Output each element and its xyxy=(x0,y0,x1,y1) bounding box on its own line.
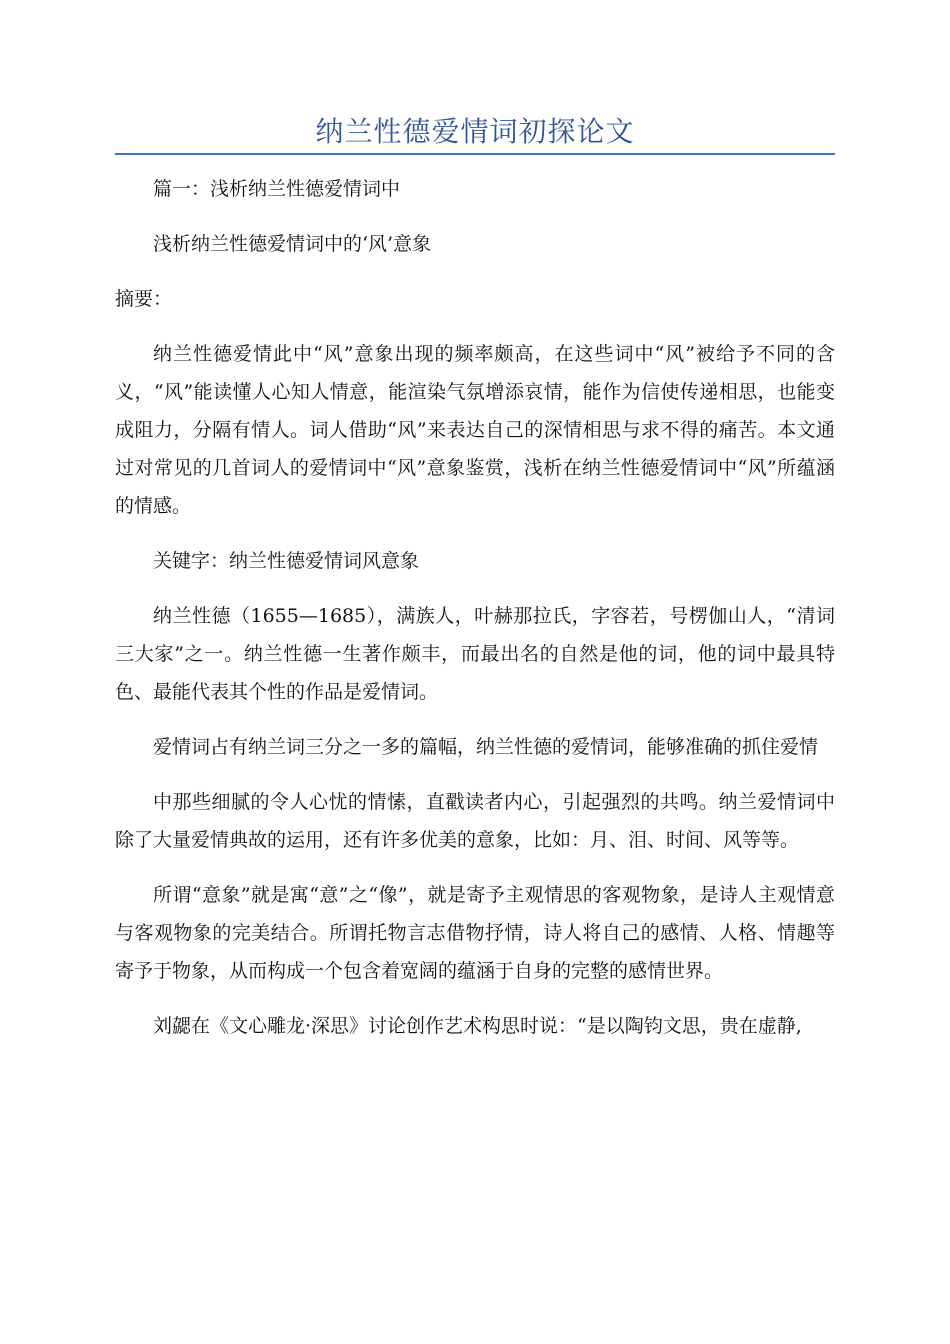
body-paragraph: 刘勰在《文心雕龙·深思》讨论创作艺术构思时说：“是以陶钧文思，贵在虚静, xyxy=(153,1015,802,1037)
abstract-paragraph: 纳兰性德爱情此中“风”意象出现的频率颇高，在这些词中“风”被给予不同的含义，“风”能读懂人心知人情意，能渲染气氛增添哀情，能作为信使传递相思，也能变成阻力，分隔有情人。词人借助“风”来表达自己的深情相思与求不得的痛苦。本文通过对常见的几首词人的爱情词中“风”意象鉴赏，浅析在纳兰性德爱情词中“风”所蕴涵的情感。 xyxy=(115,343,835,517)
document-body xyxy=(115,170,835,1062)
abstract-label: 摘要： xyxy=(115,288,173,310)
document-title: 纳兰性德爱情词初探论文 xyxy=(315,115,635,148)
body-paragraph: 爱情词占有纳兰词三分之一多的篇幅，纳兰性德的爱情词，能够准确的抓住爱情 xyxy=(153,736,819,758)
body-paragraph: 纳兰性德（1655—1685），满族人，叶赫那拉氏，字容若，号楞伽山人，“清词三大家”之一。纳兰性德一生著作颇丰，而最出名的自然是他的词，他的词中最具特色、最能代表其个性的作品是爱情词。 xyxy=(115,605,835,703)
keywords-paragraph: 关键字：纳兰性德爱情词风意象 xyxy=(153,550,420,572)
title-underline xyxy=(115,153,835,155)
body-paragraph: 中那些细腻的令人心忧的情愫，直戳读者内心，引起强烈的共鸣。纳兰爱情词中除了大量爱情典故的运用，还有许多优美的意象，比如：月、泪、时间、风等等。 xyxy=(115,791,835,851)
body-paragraph: 所谓“意象”就是寓“意”之“像”，就是寄予主观情思的客观物象，是诗人主观情意与客观物象的完美结合。所谓托物言志借物抒情，诗人将自己的感情、人格、情趣等寄予于物象，从而构成一个包含着宽阔的蕴涵于自身的完整的感情世界。 xyxy=(115,884,835,982)
section-heading: 篇一：浅析纳兰性德爱情词中 xyxy=(153,178,401,200)
article-subtitle: 浅析纳兰性德爱情词中的‘风’意象 xyxy=(153,233,432,255)
